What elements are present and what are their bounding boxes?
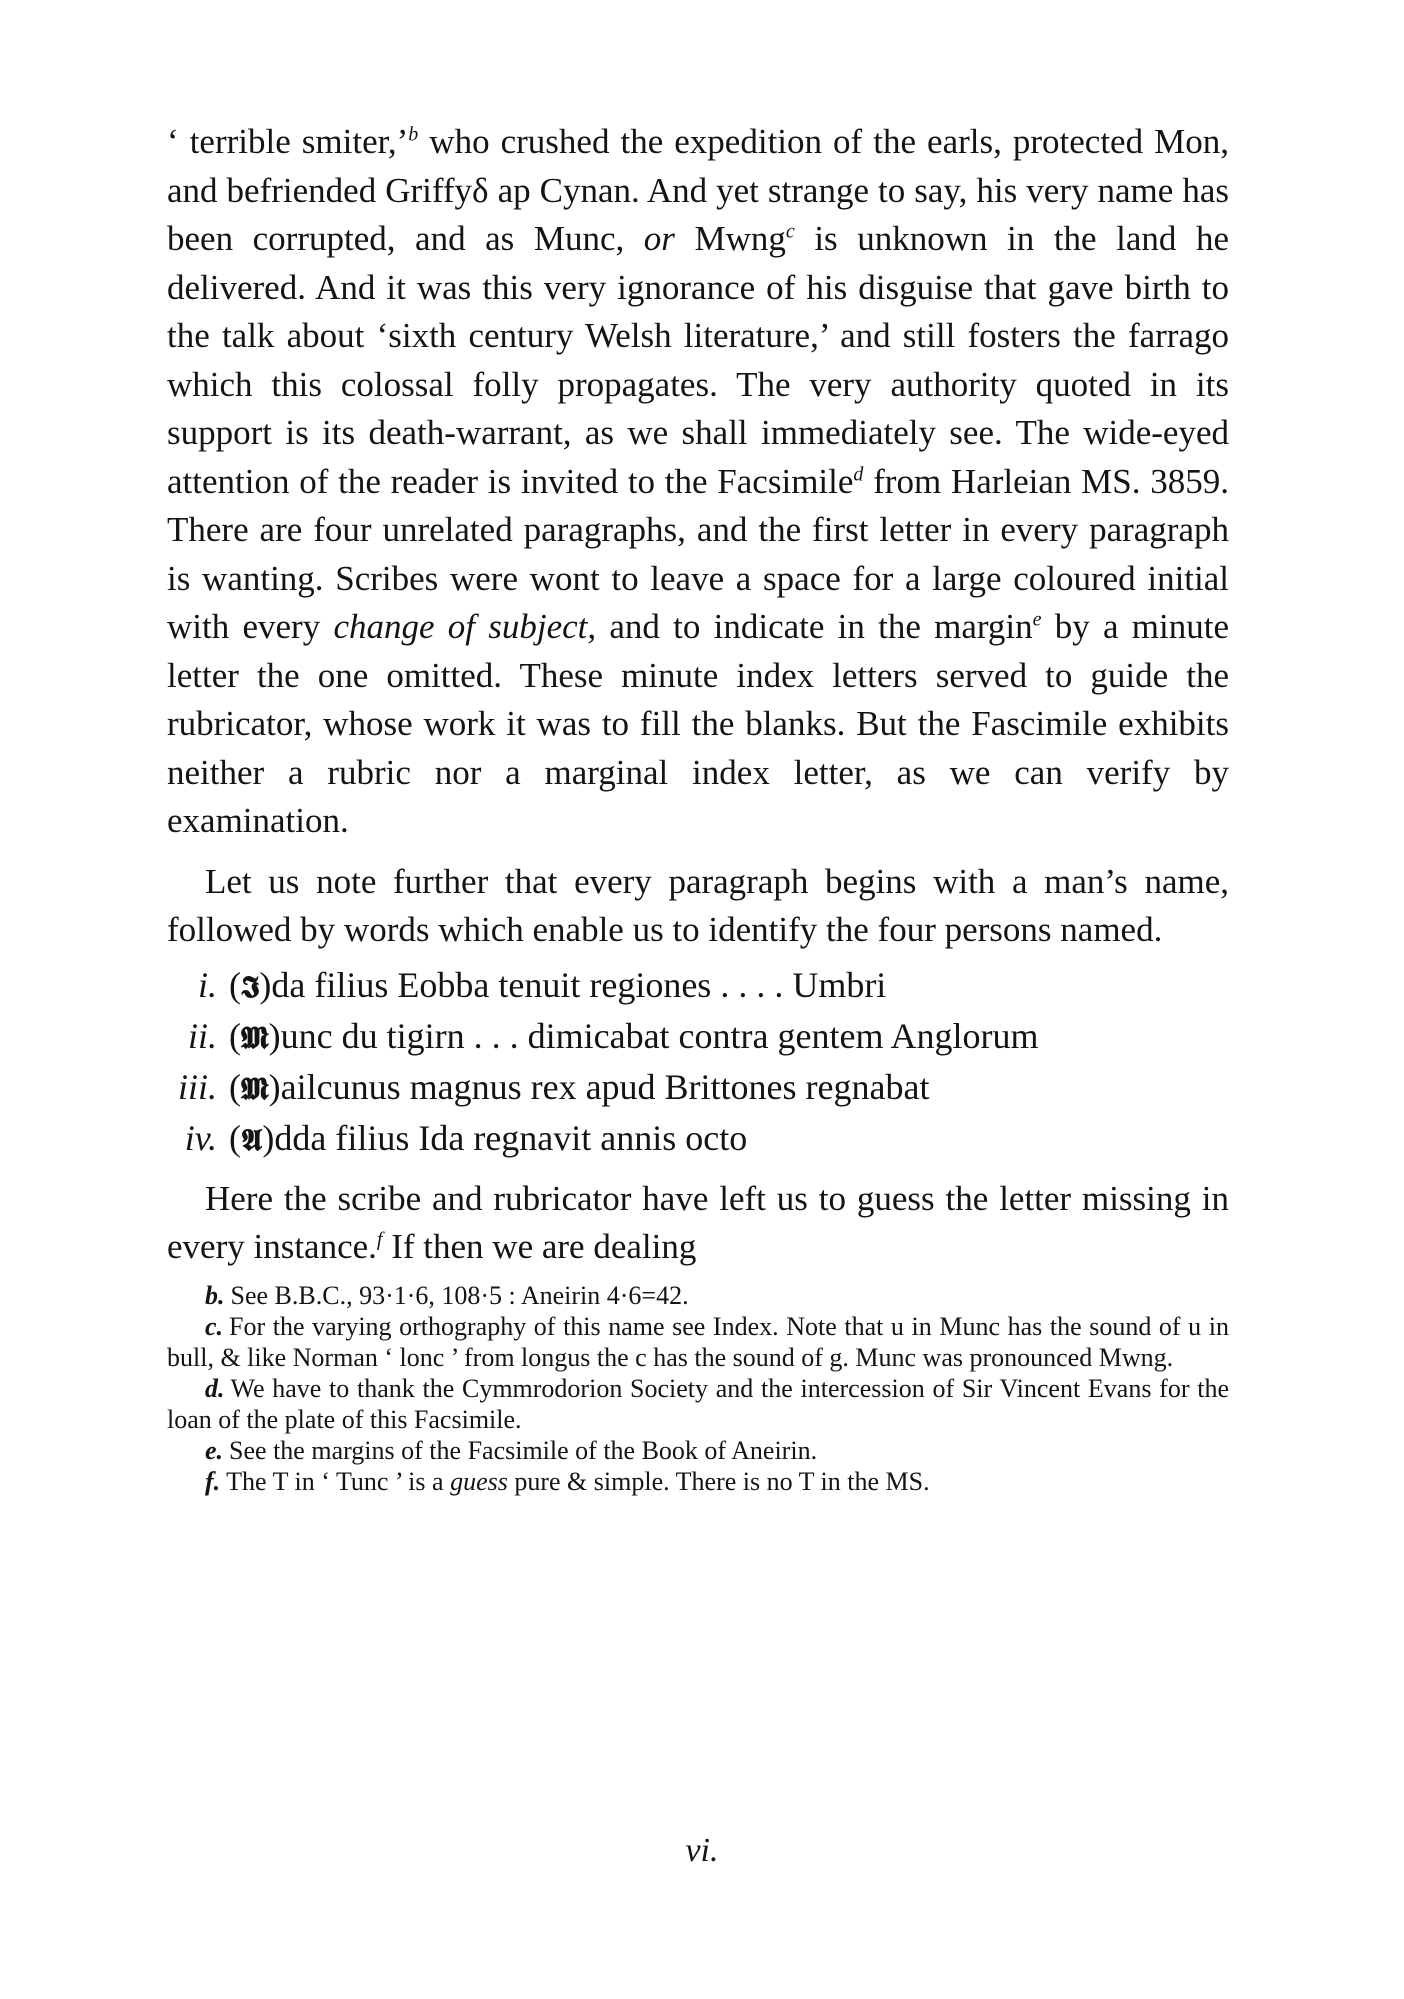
quote-line-3: iii. (𝕸)ailcunus magnus rex apud Brittones regnabat [167, 1063, 1229, 1114]
p1-emphasis: change of subject, [333, 607, 597, 646]
p1-text: and to indicate in the margin [596, 607, 1033, 646]
footnote-ref-d[interactable]: d [853, 462, 864, 485]
entry-text: dda filius Ida regnavit annis octo [274, 1117, 748, 1158]
footnote-ref-c[interactable]: c [785, 220, 795, 243]
p1-text: is unknown in the land he delivered. And it was this very ignorance of his disguise that gave birth to the talk about ‘sixth century Welsh literature,’ and still fosters the farrago which this colossal folly propagates. The very authority quoted in its support is its death-warrant, as we shall immediately see. The wide-eyed attention of the reader is invited to the Facsimile [167, 219, 1229, 501]
initial-letter: 𝕸 [241, 1071, 269, 1107]
paragraph-3 [167, 1175, 1229, 1272]
p3-text: Here the scribe and rubricator have left us to guess the letter missing in every instance. [167, 1178, 1229, 1266]
footnote-label: d. [205, 1373, 225, 1403]
initial-letter: 𝕴 [241, 969, 260, 1005]
p3-text: If then we are dealing [382, 1227, 697, 1266]
page-number: vi. [685, 1832, 719, 1869]
footnote-text: For the varying orthography of this name see Index. Note that u in Munc has the sound of u in bull, & like Norman ‘ lonc ’ from longus the c has the sound of g. Munc was pronounced Mwng. [167, 1311, 1229, 1372]
initial-letter: 𝕸 [241, 1020, 269, 1056]
p1-emphasis: or [643, 219, 675, 258]
page-body [167, 118, 1229, 1497]
footnote-d [167, 1373, 1229, 1435]
footnote-text: See the margins of the Facsimile of the Book of Aneirin. [229, 1435, 818, 1465]
footnotes [167, 1280, 1229, 1497]
entry-number: ii. [187, 1015, 217, 1056]
quoted-entries [167, 961, 1229, 1165]
entry-text: ailcunus magnus rex apud Brittones regnabat [280, 1066, 930, 1107]
p1-text: Mwng [674, 219, 786, 258]
p1-text: from Harleian MS. 3859. There are four unrelated paragraphs, and the first letter in every paragraph is wanting. Scribes were wont to leave a space for a large coloured initial with every [167, 461, 1229, 646]
quote-line-2: ii. (𝕸)unc du tigirn . . . dimicabat contra gentem Anglorum [167, 1012, 1229, 1063]
footnote-c [167, 1311, 1229, 1373]
p1-text: ‘ terrible smiter,’ [167, 122, 409, 161]
footnote-text: The T in ‘ Tunc ’ is a [226, 1466, 451, 1496]
footnote-b [167, 1280, 1229, 1311]
footnote-ref-e[interactable]: e [1032, 608, 1042, 631]
initial-letter: 𝕬 [241, 1122, 263, 1158]
quote-line-4: iv. (𝕬)dda filius Ida regnavit annis octo [167, 1114, 1229, 1165]
paragraph-1 [167, 118, 1229, 846]
footnote-label: c. [205, 1311, 224, 1341]
entry-text: da filius Eobba tenuit regiones . . . . Umbri [271, 964, 887, 1005]
footnote-text: See B.B.C., 93·1·6, 108·5 : Aneirin 4·6=42. [230, 1280, 689, 1310]
footnote-text: pure & simple. There is no T in the MS. [507, 1466, 930, 1496]
p1-text: by a minute letter the one omitted. These minute index letters served to guide the rubricator, whose work it was to fill the blanks. But the Fascimile exhibits neither a rubric nor a marginal index letter, as we can verify by examination. [167, 607, 1230, 840]
entry-number: iv. [184, 1117, 217, 1158]
footnote-text: We have to thank the Cymmrodorion Society and the intercession of Sir Vincent Evans for the loan of the plate of this Facsimile. [167, 1373, 1229, 1434]
entry-number: iii. [177, 1066, 217, 1107]
p1-text: who crushed the expedition of the earls, protected Mon, and befriended Griffyδ ap Cynan. And yet strange to say, his very name has been corrupted, and as Munc, [167, 122, 1229, 258]
quote-line-1: i. (𝕴)da filius Eobba tenuit regiones . . . . Umbri [167, 961, 1229, 1012]
footnote-e [167, 1435, 1229, 1466]
entry-number: i. [197, 964, 217, 1005]
footnote-label: e. [205, 1435, 224, 1465]
entry-text: unc du tigirn . . . dimicabat contra gentem Anglorum [280, 1015, 1039, 1056]
footnote-label: b. [205, 1280, 225, 1310]
paragraph-2: Let us note further that every paragraph begins with a man’s name, followed by words which enable us to identify the four persons named. [167, 861, 1229, 949]
footnote-ref-b[interactable]: b [408, 123, 419, 146]
footnote-emphasis: guess [450, 1466, 508, 1496]
footnote-ref-f[interactable]: f [376, 1228, 383, 1251]
footnote-label: f. [205, 1466, 221, 1496]
footnote-f [167, 1466, 1229, 1497]
